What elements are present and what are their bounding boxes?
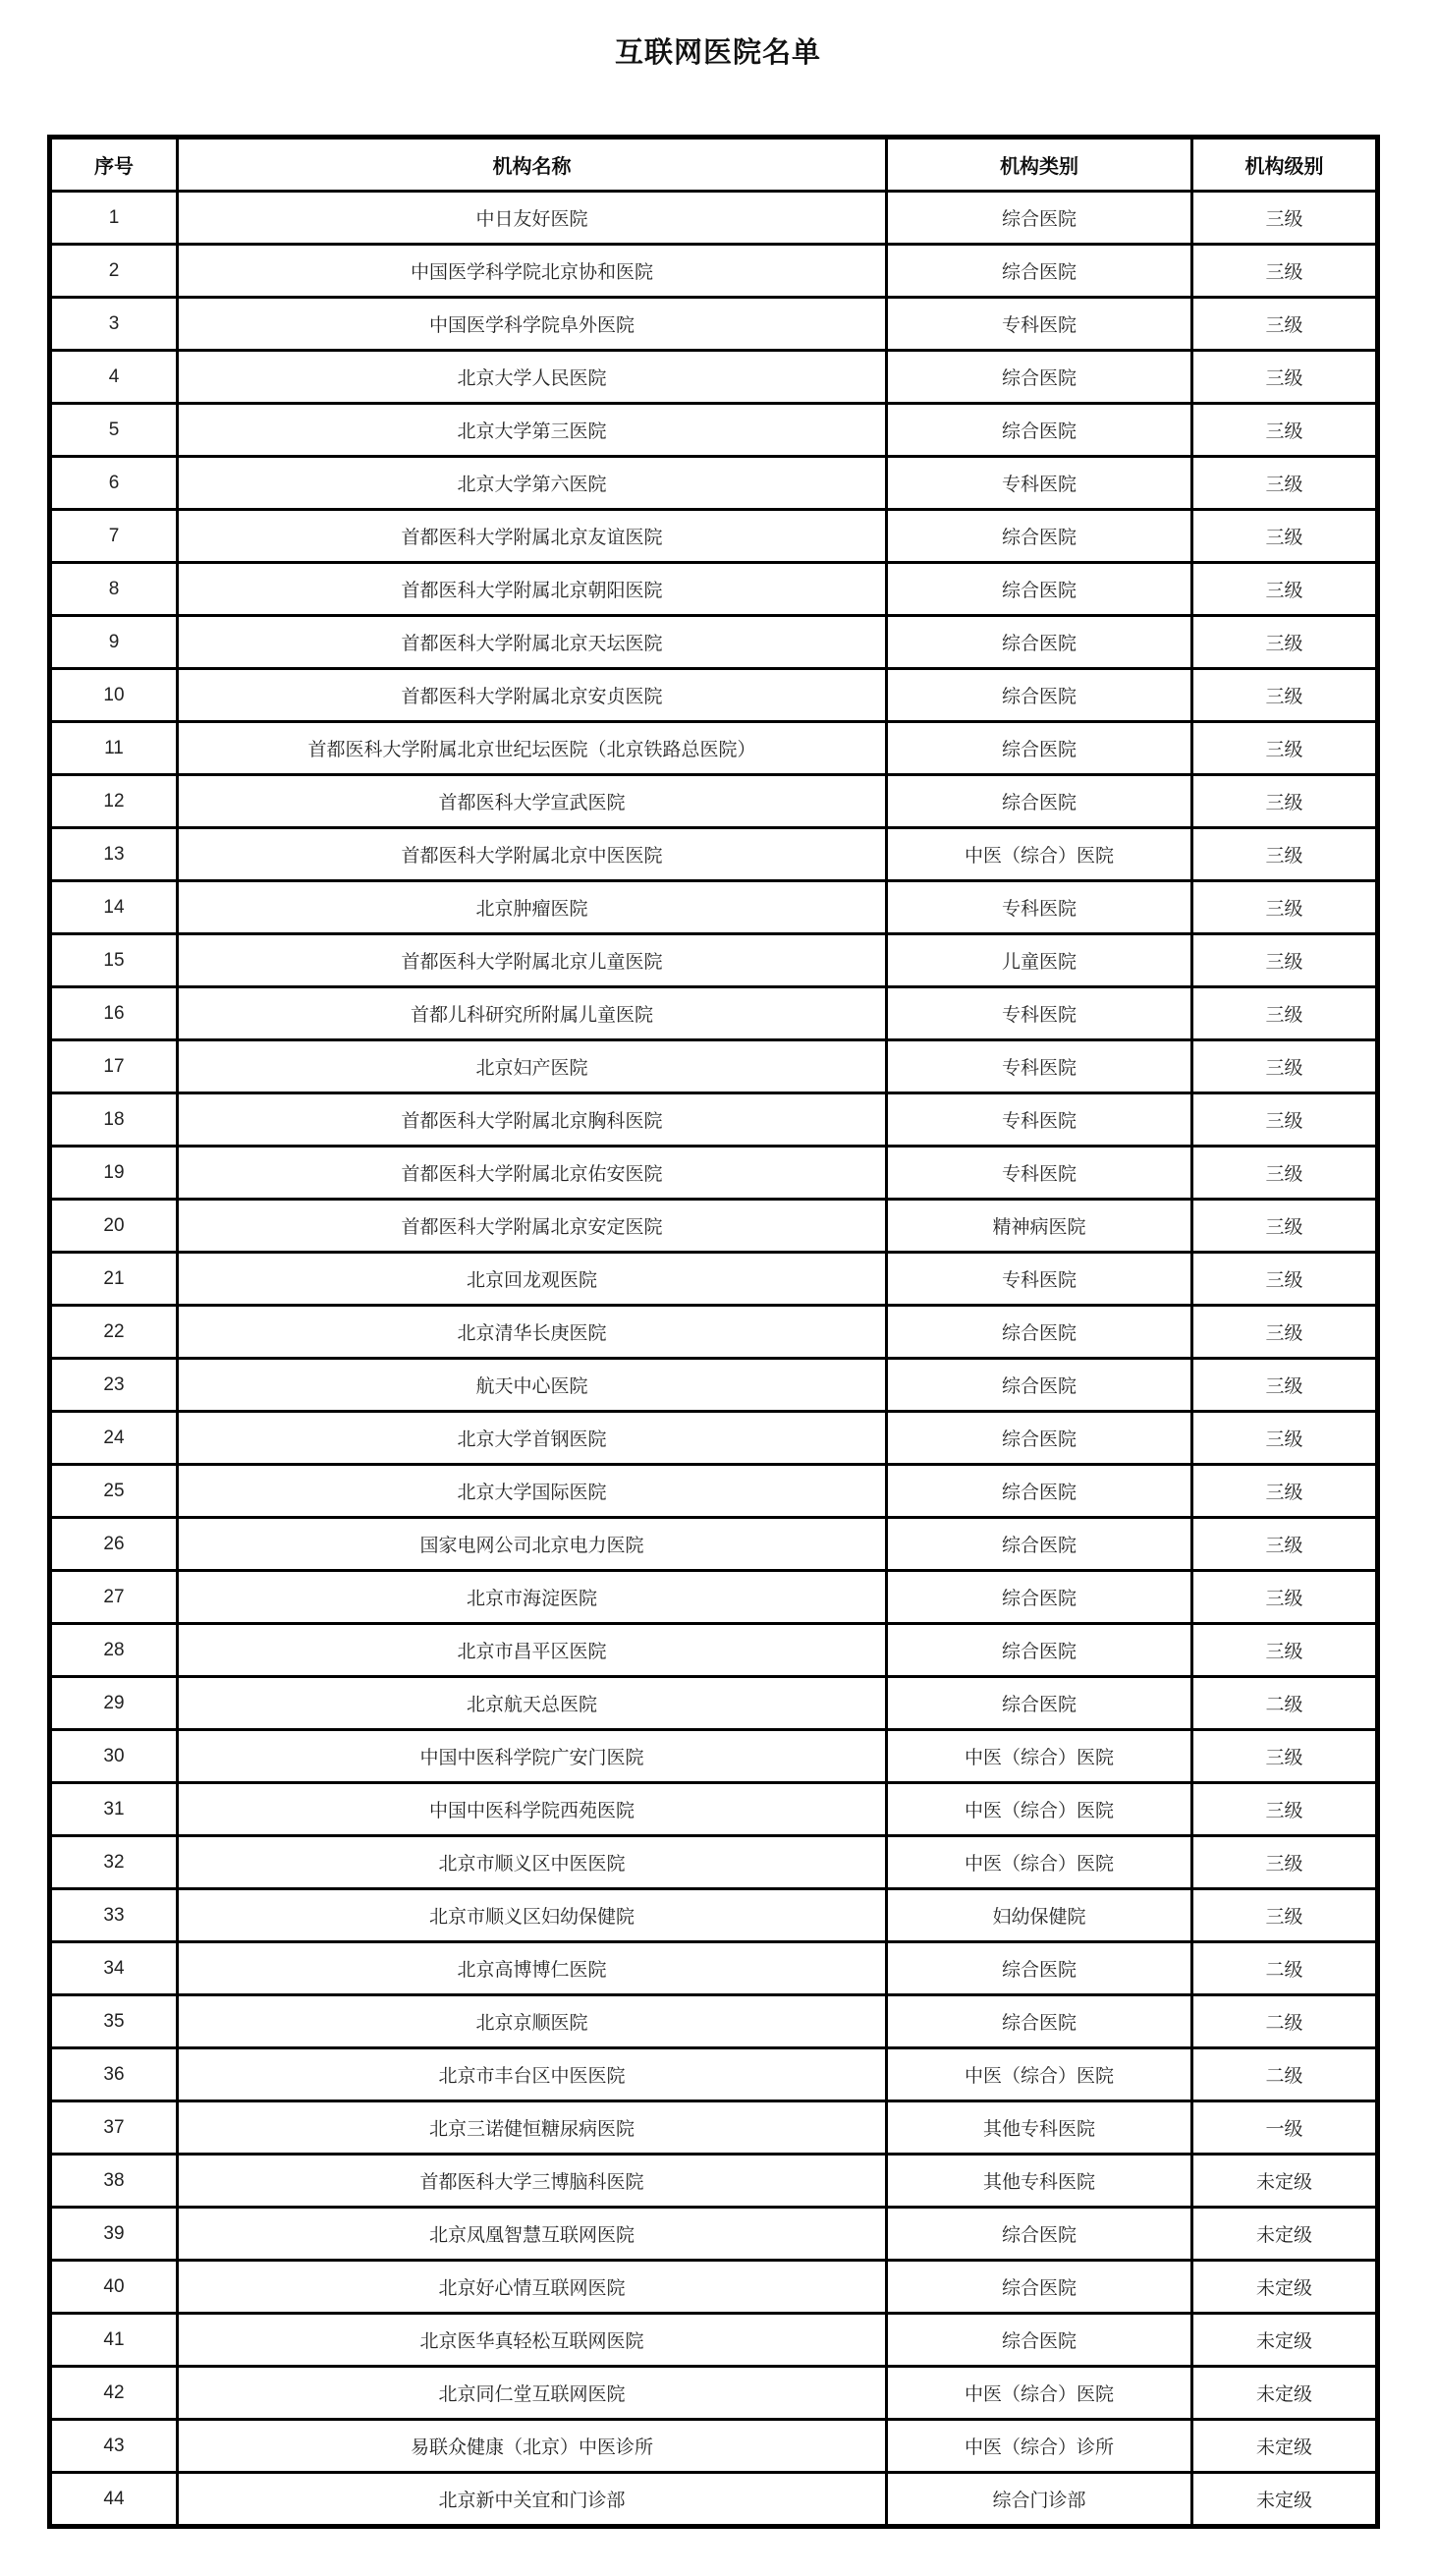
row-number-cell: 10 [50, 669, 178, 722]
institution-level-cell: 三级 [1192, 1571, 1378, 1624]
row-number-cell: 30 [50, 1730, 178, 1783]
table-row [50, 669, 1378, 722]
institution-name-cell: 易联众健康（北京）中医诊所 [178, 2420, 887, 2473]
institution-level-cell: 二级 [1192, 2048, 1378, 2101]
table-row [50, 2048, 1378, 2101]
table-row [50, 2314, 1378, 2367]
institution-level-cell: 三级 [1192, 1306, 1378, 1359]
table-row [50, 1040, 1378, 1093]
institution-category-cell: 综合医院 [887, 245, 1192, 298]
institution-name-cell: 北京高博博仁医院 [178, 1942, 887, 1995]
row-number-cell: 24 [50, 1412, 178, 1465]
row-number-cell: 3 [50, 298, 178, 351]
institution-category-cell: 综合医院 [887, 1359, 1192, 1412]
institution-name-cell: 北京回龙观医院 [178, 1253, 887, 1306]
institution-level-cell: 三级 [1192, 1412, 1378, 1465]
institution-name-cell: 首都医科大学附属北京友谊医院 [178, 510, 887, 563]
institution-name-cell: 北京市丰台区中医医院 [178, 2048, 887, 2101]
table-row [50, 2208, 1378, 2261]
institution-level-cell: 三级 [1192, 1465, 1378, 1518]
table-row [50, 1942, 1378, 1995]
institution-name-cell: 北京新中关宜和门诊部 [178, 2473, 887, 2527]
institution-name-cell: 北京清华长庚医院 [178, 1306, 887, 1359]
institution-level-cell: 三级 [1192, 245, 1378, 298]
table-row [50, 1359, 1378, 1412]
institution-name-cell: 北京京顺医院 [178, 1995, 887, 2048]
institution-category-cell: 中医（综合）医院 [887, 1730, 1192, 1783]
institution-level-cell: 三级 [1192, 987, 1378, 1040]
institution-level-cell: 三级 [1192, 722, 1378, 775]
institution-level-cell: 三级 [1192, 1253, 1378, 1306]
institution-category-cell: 综合医院 [887, 1942, 1192, 1995]
row-number-cell: 35 [50, 1995, 178, 2048]
row-number-cell: 39 [50, 2208, 178, 2261]
table-row [50, 2101, 1378, 2155]
institution-name-cell: 首都医科大学附属北京天坛医院 [178, 616, 887, 669]
table-row [50, 2155, 1378, 2208]
institution-level-cell: 三级 [1192, 1889, 1378, 1942]
institution-category-cell: 精神病医院 [887, 1200, 1192, 1253]
row-number-cell: 11 [50, 722, 178, 775]
row-number-cell: 33 [50, 1889, 178, 1942]
row-number-cell: 7 [50, 510, 178, 563]
table-row [50, 1730, 1378, 1783]
institution-category-cell: 综合医院 [887, 1571, 1192, 1624]
institution-name-cell: 北京医华真轻松互联网医院 [178, 2314, 887, 2367]
institution-name-cell: 首都医科大学附属北京朝阳医院 [178, 563, 887, 616]
institution-name-cell: 北京市昌平区医院 [178, 1624, 887, 1677]
institution-level-cell: 三级 [1192, 828, 1378, 881]
institution-name-cell: 中国中医科学院广安门医院 [178, 1730, 887, 1783]
table-row [50, 404, 1378, 457]
institution-name-cell: 北京大学国际医院 [178, 1465, 887, 1518]
table-row [50, 1836, 1378, 1889]
institution-level-cell: 三级 [1192, 881, 1378, 934]
row-number-cell: 32 [50, 1836, 178, 1889]
institution-level-cell: 三级 [1192, 457, 1378, 510]
table-row [50, 616, 1378, 669]
institution-category-cell: 综合医院 [887, 1518, 1192, 1571]
row-number-cell: 4 [50, 351, 178, 404]
institution-name-cell: 北京同仁堂互联网医院 [178, 2367, 887, 2420]
table-row [50, 1465, 1378, 1518]
institution-name-cell: 中国医学科学院北京协和医院 [178, 245, 887, 298]
header-institution-level: 机构级别 [1192, 138, 1378, 192]
institution-level-cell: 三级 [1192, 1093, 1378, 1147]
institution-category-cell: 中医（综合）医院 [887, 1836, 1192, 1889]
institution-name-cell: 北京市海淀医院 [178, 1571, 887, 1624]
row-number-cell: 1 [50, 192, 178, 245]
row-number-cell: 34 [50, 1942, 178, 1995]
table-row [50, 1783, 1378, 1836]
table-row [50, 1306, 1378, 1359]
institution-category-cell: 专科医院 [887, 298, 1192, 351]
institution-level-cell: 未定级 [1192, 2208, 1378, 2261]
table-row [50, 1253, 1378, 1306]
institution-category-cell: 综合医院 [887, 1412, 1192, 1465]
institution-level-cell: 三级 [1192, 1624, 1378, 1677]
row-number-cell: 15 [50, 934, 178, 987]
row-number-cell: 43 [50, 2420, 178, 2473]
institution-name-cell: 北京大学首钢医院 [178, 1412, 887, 1465]
institution-category-cell: 综合医院 [887, 192, 1192, 245]
table-row [50, 828, 1378, 881]
institution-level-cell: 三级 [1192, 616, 1378, 669]
row-number-cell: 16 [50, 987, 178, 1040]
institution-category-cell: 综合医院 [887, 1995, 1192, 2048]
institution-level-cell: 未定级 [1192, 2314, 1378, 2367]
row-number-cell: 8 [50, 563, 178, 616]
institution-category-cell: 专科医院 [887, 457, 1192, 510]
row-number-cell: 6 [50, 457, 178, 510]
table-row [50, 881, 1378, 934]
institution-category-cell: 其他专科医院 [887, 2155, 1192, 2208]
institution-category-cell: 综合医院 [887, 669, 1192, 722]
table-row [50, 192, 1378, 245]
table-row [50, 1147, 1378, 1200]
institution-level-cell: 三级 [1192, 298, 1378, 351]
institution-name-cell: 航天中心医院 [178, 1359, 887, 1412]
table-row [50, 1995, 1378, 2048]
row-number-cell: 20 [50, 1200, 178, 1253]
row-number-cell: 38 [50, 2155, 178, 2208]
row-number-cell: 27 [50, 1571, 178, 1624]
institution-category-cell: 综合医院 [887, 775, 1192, 828]
header-serial-number: 序号 [50, 138, 178, 192]
institution-name-cell: 中国中医科学院西苑医院 [178, 1783, 887, 1836]
institution-level-cell: 三级 [1192, 510, 1378, 563]
row-number-cell: 2 [50, 245, 178, 298]
institution-level-cell: 三级 [1192, 1730, 1378, 1783]
institution-category-cell: 综合医院 [887, 1624, 1192, 1677]
institution-level-cell: 三级 [1192, 1147, 1378, 1200]
row-number-cell: 26 [50, 1518, 178, 1571]
institution-level-cell: 未定级 [1192, 2155, 1378, 2208]
table-row [50, 2473, 1378, 2527]
institution-category-cell: 综合医院 [887, 1677, 1192, 1730]
table-row [50, 1518, 1378, 1571]
institution-category-cell: 综合医院 [887, 2208, 1192, 2261]
table-row [50, 934, 1378, 987]
table-row [50, 1200, 1378, 1253]
table-row [50, 510, 1378, 563]
table-row [50, 1624, 1378, 1677]
row-number-cell: 28 [50, 1624, 178, 1677]
institution-category-cell: 中医（综合）医院 [887, 2048, 1192, 2101]
row-number-cell: 37 [50, 2101, 178, 2155]
institution-name-cell: 首都医科大学宣武医院 [178, 775, 887, 828]
institution-name-cell: 首都医科大学附属北京佑安医院 [178, 1147, 887, 1200]
institution-level-cell: 一级 [1192, 2101, 1378, 2155]
institution-name-cell: 首都医科大学三博脑科医院 [178, 2155, 887, 2208]
table-row [50, 1677, 1378, 1730]
institution-level-cell: 三级 [1192, 669, 1378, 722]
table-row [50, 1571, 1378, 1624]
table-row [50, 2420, 1378, 2473]
table-header [50, 138, 1378, 192]
header-institution-name: 机构名称 [178, 138, 887, 192]
row-number-cell: 44 [50, 2473, 178, 2527]
institution-category-cell: 中医（综合）医院 [887, 828, 1192, 881]
institution-name-cell: 北京航天总医院 [178, 1677, 887, 1730]
row-number-cell: 22 [50, 1306, 178, 1359]
page-title: 互联网医院名单 [614, 37, 821, 70]
row-number-cell: 29 [50, 1677, 178, 1730]
institution-name-cell: 中日友好医院 [178, 192, 887, 245]
row-number-cell: 23 [50, 1359, 178, 1412]
institution-name-cell: 首都医科大学附属北京中医医院 [178, 828, 887, 881]
institution-category-cell: 综合医院 [887, 404, 1192, 457]
institution-category-cell: 综合医院 [887, 351, 1192, 404]
row-number-cell: 17 [50, 1040, 178, 1093]
institution-category-cell: 综合医院 [887, 510, 1192, 563]
institution-category-cell: 综合医院 [887, 2261, 1192, 2314]
institution-level-cell: 二级 [1192, 1677, 1378, 1730]
row-number-cell: 42 [50, 2367, 178, 2420]
table-row [50, 722, 1378, 775]
institution-category-cell: 专科医院 [887, 1040, 1192, 1093]
institution-level-cell: 二级 [1192, 1942, 1378, 1995]
institution-name-cell: 北京妇产医院 [178, 1040, 887, 1093]
institution-category-cell: 综合医院 [887, 616, 1192, 669]
row-number-cell: 36 [50, 2048, 178, 2101]
institution-name-cell: 国家电网公司北京电力医院 [178, 1518, 887, 1571]
table-row [50, 2367, 1378, 2420]
institution-category-cell: 专科医院 [887, 1093, 1192, 1147]
institution-category-cell: 综合医院 [887, 1306, 1192, 1359]
institution-category-cell: 中医（综合）诊所 [887, 2420, 1192, 2473]
institution-category-cell: 综合医院 [887, 563, 1192, 616]
row-number-cell: 21 [50, 1253, 178, 1306]
table-row [50, 245, 1378, 298]
institution-level-cell: 三级 [1192, 934, 1378, 987]
institution-category-cell: 专科医院 [887, 1253, 1192, 1306]
header-institution-category: 机构类别 [887, 138, 1192, 192]
header-row [50, 138, 1378, 192]
institution-category-cell: 专科医院 [887, 881, 1192, 934]
institution-level-cell: 三级 [1192, 1359, 1378, 1412]
hospital-table [47, 135, 1380, 2529]
row-number-cell: 25 [50, 1465, 178, 1518]
institution-level-cell: 三级 [1192, 1518, 1378, 1571]
row-number-cell: 19 [50, 1147, 178, 1200]
institution-name-cell: 北京大学第三医院 [178, 404, 887, 457]
institution-name-cell: 北京市顺义区妇幼保健院 [178, 1889, 887, 1942]
institution-level-cell: 未定级 [1192, 2261, 1378, 2314]
institution-category-cell: 综合门诊部 [887, 2473, 1192, 2527]
institution-level-cell: 三级 [1192, 1836, 1378, 1889]
institution-name-cell: 中国医学科学院阜外医院 [178, 298, 887, 351]
institution-name-cell: 首都医科大学附属北京儿童医院 [178, 934, 887, 987]
table-row [50, 987, 1378, 1040]
institution-level-cell: 三级 [1192, 775, 1378, 828]
table-row [50, 2261, 1378, 2314]
row-number-cell: 40 [50, 2261, 178, 2314]
institution-category-cell: 综合医院 [887, 2314, 1192, 2367]
institution-name-cell: 北京好心情互联网医院 [178, 2261, 887, 2314]
institution-name-cell: 首都医科大学附属北京安定医院 [178, 1200, 887, 1253]
row-number-cell: 14 [50, 881, 178, 934]
institution-name-cell: 北京三诺健恒糖尿病医院 [178, 2101, 887, 2155]
table-row [50, 563, 1378, 616]
institution-level-cell: 三级 [1192, 1200, 1378, 1253]
institution-level-cell: 三级 [1192, 192, 1378, 245]
institution-category-cell: 妇幼保健院 [887, 1889, 1192, 1942]
institution-name-cell: 北京肿瘤医院 [178, 881, 887, 934]
table-row [50, 1412, 1378, 1465]
table-row [50, 457, 1378, 510]
institution-name-cell: 北京市顺义区中医医院 [178, 1836, 887, 1889]
institution-category-cell: 专科医院 [887, 987, 1192, 1040]
row-number-cell: 41 [50, 2314, 178, 2367]
institution-name-cell: 首都儿科研究所附属儿童医院 [178, 987, 887, 1040]
institution-level-cell: 三级 [1192, 1040, 1378, 1093]
row-number-cell: 12 [50, 775, 178, 828]
table-body [50, 192, 1378, 2527]
table-row [50, 1093, 1378, 1147]
table-row [50, 1889, 1378, 1942]
institution-name-cell: 北京凤凰智慧互联网医院 [178, 2208, 887, 2261]
institution-category-cell: 专科医院 [887, 1147, 1192, 1200]
institution-level-cell: 三级 [1192, 404, 1378, 457]
institution-level-cell: 未定级 [1192, 2367, 1378, 2420]
institution-name-cell: 首都医科大学附属北京世纪坛医院（北京铁路总医院） [178, 722, 887, 775]
table-row [50, 775, 1378, 828]
institution-category-cell: 综合医院 [887, 1465, 1192, 1518]
table-row [50, 298, 1378, 351]
institution-level-cell: 三级 [1192, 563, 1378, 616]
institution-level-cell: 未定级 [1192, 2473, 1378, 2527]
row-number-cell: 18 [50, 1093, 178, 1147]
institution-name-cell: 首都医科大学附属北京安贞医院 [178, 669, 887, 722]
institution-name-cell: 北京大学人民医院 [178, 351, 887, 404]
institution-name-cell: 北京大学第六医院 [178, 457, 887, 510]
row-number-cell: 31 [50, 1783, 178, 1836]
institution-level-cell: 二级 [1192, 1995, 1378, 2048]
row-number-cell: 9 [50, 616, 178, 669]
institution-category-cell: 儿童医院 [887, 934, 1192, 987]
institution-level-cell: 三级 [1192, 351, 1378, 404]
institution-level-cell: 未定级 [1192, 2420, 1378, 2473]
row-number-cell: 5 [50, 404, 178, 457]
institution-category-cell: 中医（综合）医院 [887, 2367, 1192, 2420]
institution-category-cell: 其他专科医院 [887, 2101, 1192, 2155]
row-number-cell: 13 [50, 828, 178, 881]
institution-name-cell: 首都医科大学附属北京胸科医院 [178, 1093, 887, 1147]
table-row [50, 351, 1378, 404]
institution-category-cell: 中医（综合）医院 [887, 1783, 1192, 1836]
institution-level-cell: 三级 [1192, 1783, 1378, 1836]
institution-category-cell: 综合医院 [887, 722, 1192, 775]
